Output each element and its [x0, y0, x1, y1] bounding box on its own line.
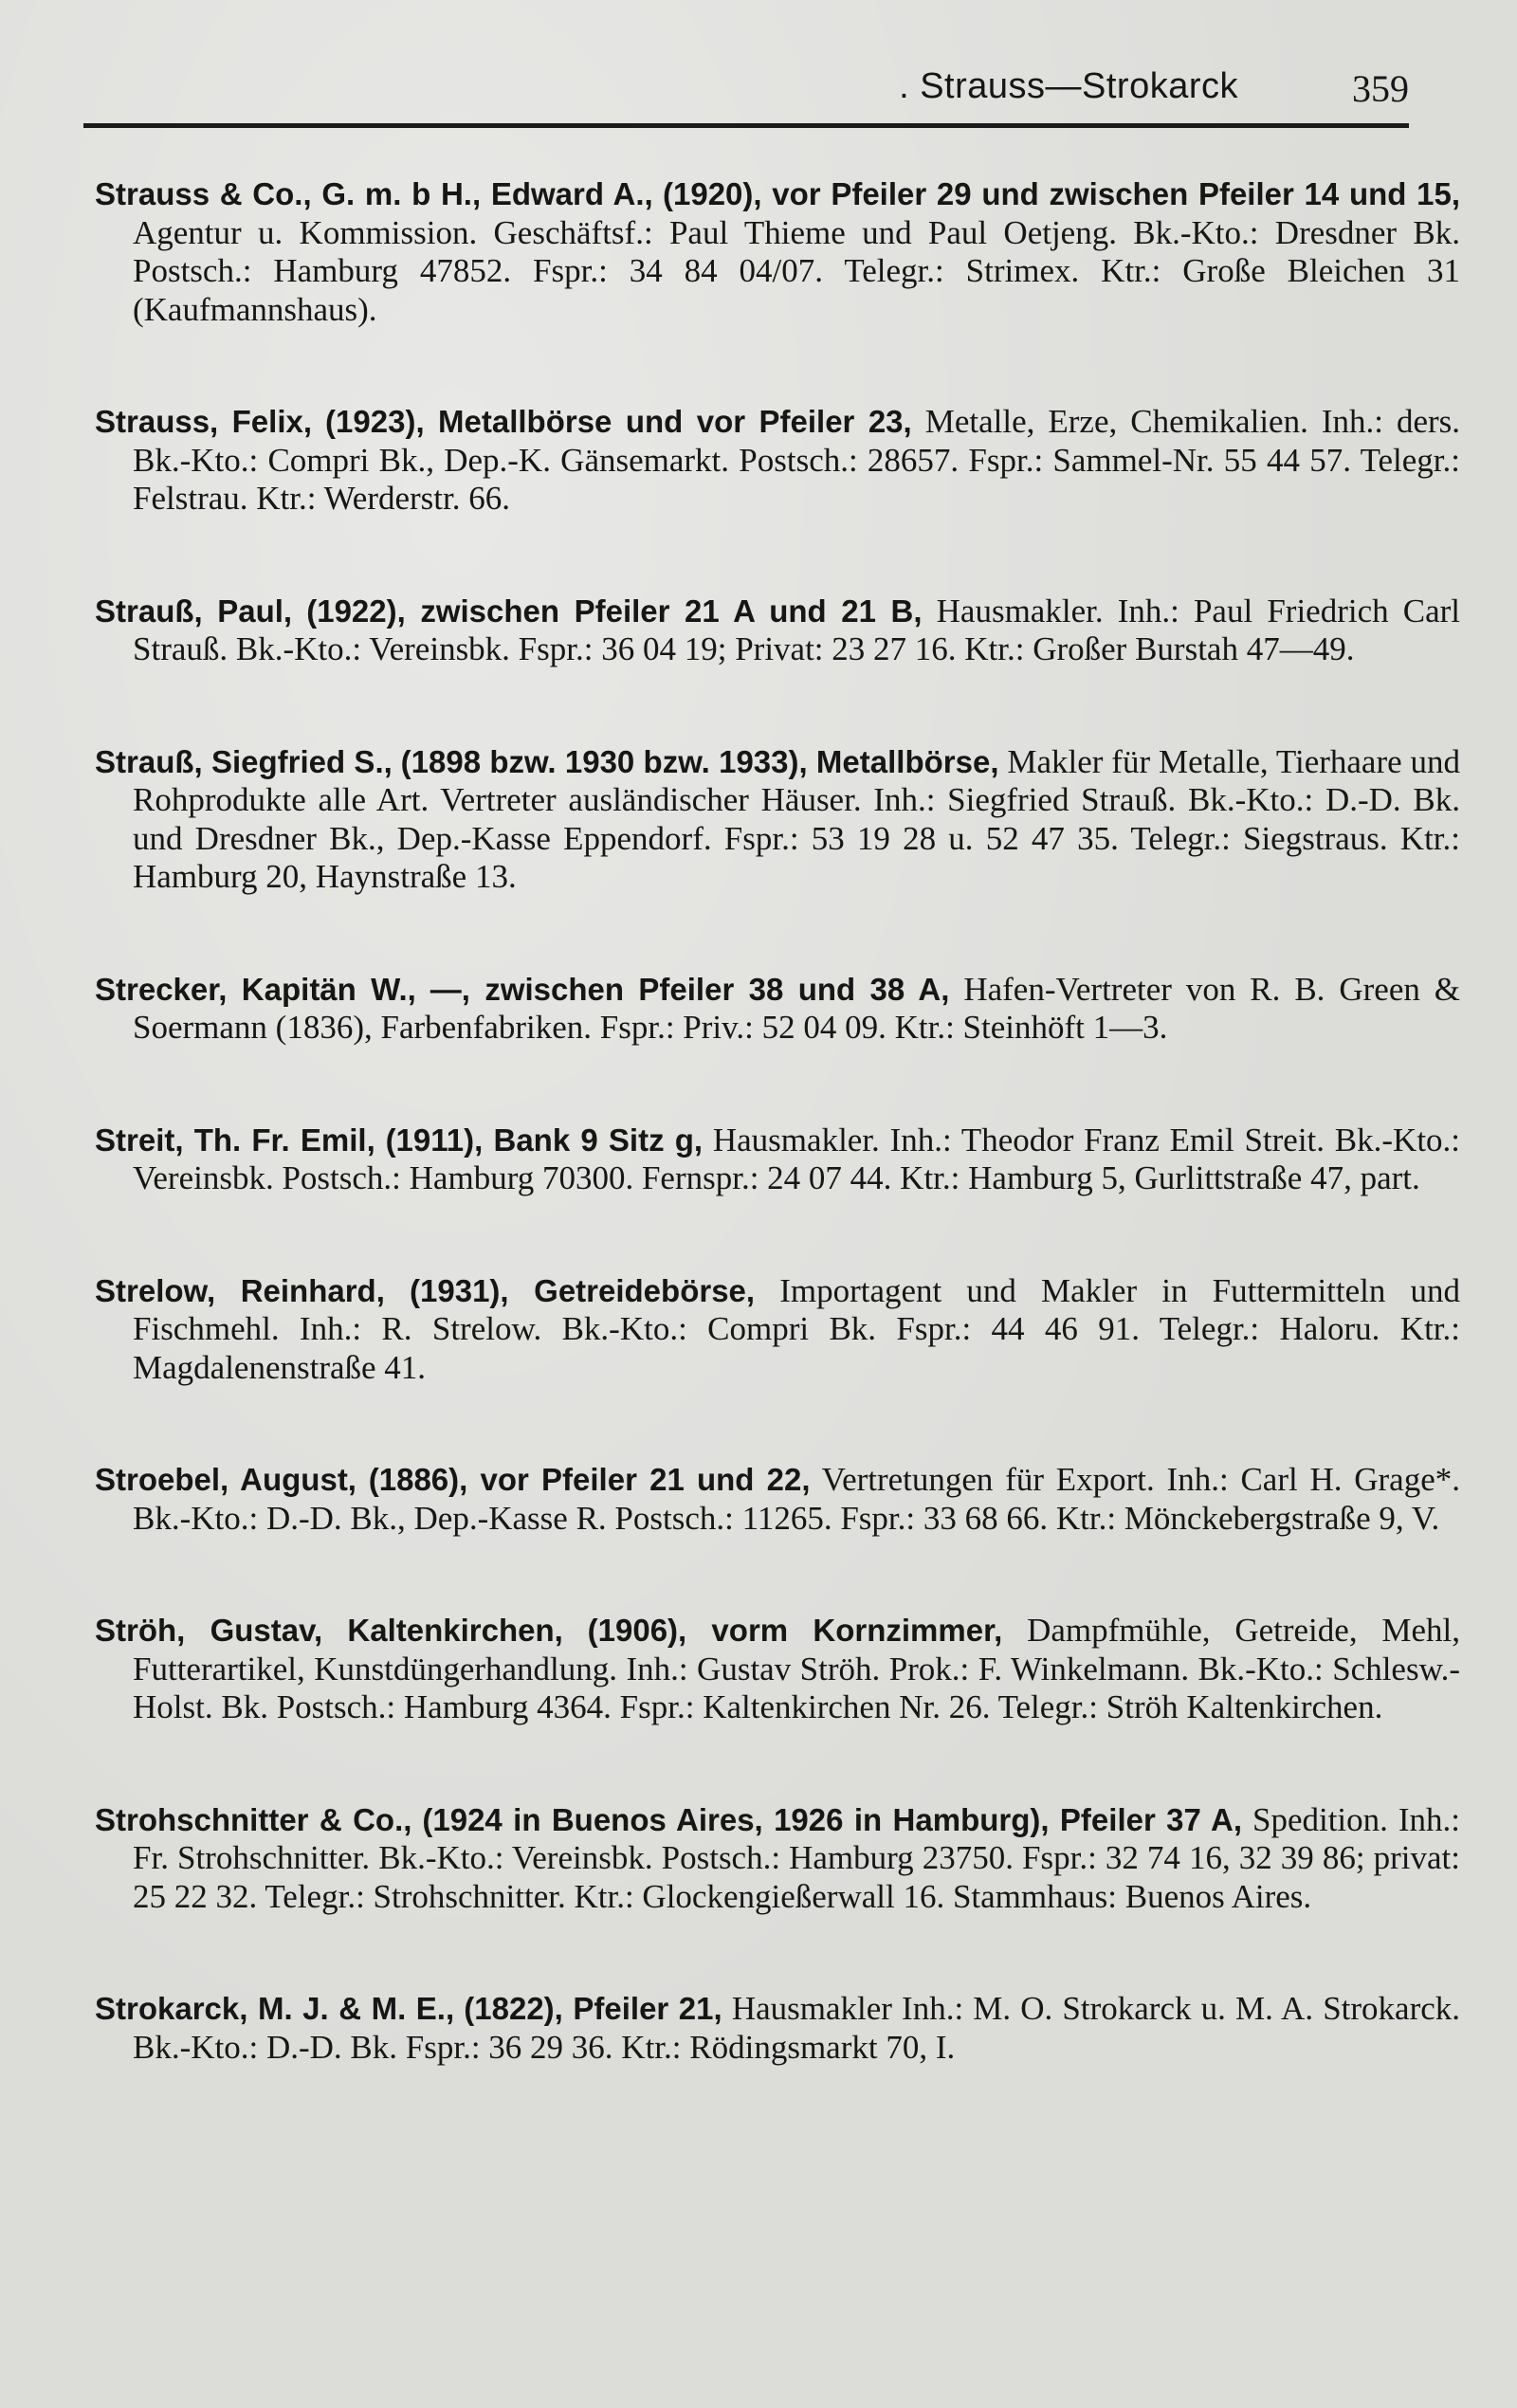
- list-item: [95, 1272, 1460, 1388]
- entry-list: [95, 175, 1460, 2141]
- entry-text: Hausmakler. Inh.: Paul Friedrich Carl Strauß. Bk.-Kto.: Vereinsbk. Fspr.: 36 04 19; Privat: 23 27 16. Ktr.: Großer Burstah 47—49.: [133, 592, 1461, 667]
- entry-location: (1922), zwischen Pfeiler 21 A und 21 B,: [306, 593, 923, 629]
- entry-text: Metalle, Erze, Chemikalien. Inh.: ders. Bk.-Kto.: Compri Bk., Dep.-K. Gänsemarkt. Postsch.: 28657. Fspr.: Sammel-Nr. 55 44 57. Telegr.: Felstrau. Ktr.: Werderstr. 66.: [133, 403, 1461, 517]
- list-item: [95, 1801, 1460, 1917]
- list-item: [95, 1461, 1460, 1538]
- list-item: [95, 1612, 1460, 1727]
- entry-name: Strokarck, M. J. & M. E.,: [95, 1991, 455, 2026]
- page-number: 359: [1352, 67, 1409, 110]
- entry-name: Ströh, Gustav, Kaltenkirchen,: [95, 1613, 563, 1648]
- running-head: . Strauss—Strokarck: [899, 66, 1238, 106]
- entry-name: Strauß, Siegfried S.,: [95, 743, 393, 779]
- entry-name: Strohschnitter & Co.,: [95, 1801, 412, 1837]
- page-header: [87, 63, 1409, 119]
- entry-location: (1898 bzw. 1930 bzw. 1933), Metallbörse,: [400, 743, 999, 779]
- entry-location: (1923), Metallbörse und vor Pfeiler 23,: [325, 404, 912, 439]
- entry-text: Agentur u. Kommission. Geschäftsf.: Paul Thieme und Paul Oetjeng. Bk.-Kto.: Dresdner Bk. Postsch.: Hamburg 47852. Fspr.: 34 84 04/07. Telegr.: Strimex. Ktr.: Große Bleichen 31 (Kaufmannshaus).: [133, 213, 1460, 328]
- entry-name: Stroebel, August,: [95, 1462, 356, 1497]
- entry-name: Strelow, Reinhard,: [95, 1272, 385, 1308]
- list-item: [95, 593, 1460, 669]
- entry-name: Strecker, Kapitän W.,: [95, 971, 416, 1007]
- list-item: [95, 1122, 1460, 1198]
- entry-location: —, zwischen Pfeiler 38 und 38 A,: [430, 971, 950, 1007]
- entry-location: (1822), Pfeiler 21,: [464, 1991, 722, 2026]
- entry-text: Vertretungen für Export. Inh.: Carl H. Grage*. Bk.-Kto.: D.-D. Bk., Dep.-Kasse R. Postsch.: 11265. Fspr.: 33 68 66. Ktr.: Mönckebergstraße 9, V.: [133, 1461, 1461, 1537]
- entry-name: Strauß, Paul,: [95, 593, 293, 629]
- entry-location: (1911), Bank 9 Sitz g,: [385, 1122, 704, 1158]
- entry-name: Streit, Th. Fr. Emil,: [95, 1122, 375, 1158]
- header-rule: [83, 123, 1409, 128]
- list-item: [95, 743, 1460, 897]
- entry-text: Makler für Metalle, Tierhaare und Rohprodukte alle Art. Vertreter ausländischer Häuser. Inh.: Siegfried Strauß. Bk.-Kto.: D.-D. Bk. und Dresdner Bk., Dep.-Kasse Eppendorf. Fspr.: 53 19 28 u. 52 47 35. Telegr.: Siegstraus. Ktr.: Hamburg 20, Haynstraße 13.: [133, 742, 1460, 895]
- entry-text: Hausmakler. Inh.: Theodor Franz Emil Streit. Bk.-Kto.: Vereinsbk. Postsch.: Hamburg 70300. Fernspr.: 24 07 44. Ktr.: Hamburg 5, Gurlittstraße 47, part.: [133, 1121, 1461, 1196]
- entry-name: Strauss, Felix,: [95, 404, 313, 439]
- list-item: [95, 175, 1460, 329]
- entry-location: (1920), vor Pfeiler 29 und zwischen Pfeiler 14 und 15,: [663, 176, 1461, 211]
- list-item: [95, 1990, 1460, 2067]
- entry-text: Spedition. Inh.: Fr. Strohschnitter. Bk.-Kto.: Vereinsbk. Postsch.: Hamburg 23750. Fspr.: 32 74 16, 32 39 86; privat: 25 22 32. Telegr.: Strohschnitter. Ktr.: Glockengießerwall 16. Stammhaus: Buenos Aires.: [133, 1800, 1460, 1915]
- list-item: [95, 971, 1460, 1048]
- entry-name: Strauss & Co., G. m. b H., Edward A.,: [95, 176, 653, 211]
- entry-location: (1886), vor Pfeiler 21 und 22,: [368, 1462, 811, 1497]
- entry-text: Hausmakler Inh.: M. O. Strokarck u. M. A. Strokarck. Bk.-Kto.: D.-D. Bk. Fspr.: 36 29 36. Ktr.: Rödingsmarkt 70, I.: [133, 1990, 1461, 2066]
- entry-location: (1924 in Buenos Aires, 1926 in Hamburg), Pfeiler 37 A,: [422, 1801, 1243, 1837]
- entry-text: Dampfmühle, Getreide, Mehl, Futterartikel, Kunstdüngerhandlung. Inh.: Gustav Ströh. Prok.: F. Winkelmann. Bk.-Kto.: Schlesw.-Holst. Bk. Postsch.: Hamburg 4364. Fspr.: Kaltenkirchen Nr. 26. Telegr.: Ströh Kaltenkirchen.: [133, 1612, 1461, 1725]
- entry-text: Hafen-Vertreter von R. B. Green & Soermann (1836), Farbenfabriken. Fspr.: Priv.: 52 04 09. Ktr.: Steinhöft 1—3.: [133, 970, 1461, 1046]
- list-item: [95, 403, 1460, 519]
- entry-location: (1906), vorm Kornzimmer,: [587, 1613, 1003, 1648]
- entry-text: Importagent und Makler in Futtermitteln und Fischmehl. Inh.: R. Strelow. Bk.-Kto.: Compri Bk. Fspr.: 44 46 91. Telegr.: Haloru. Ktr.: Magdalenenstraße 41.: [133, 1271, 1461, 1386]
- entry-location: (1931), Getreidebörse,: [410, 1272, 756, 1308]
